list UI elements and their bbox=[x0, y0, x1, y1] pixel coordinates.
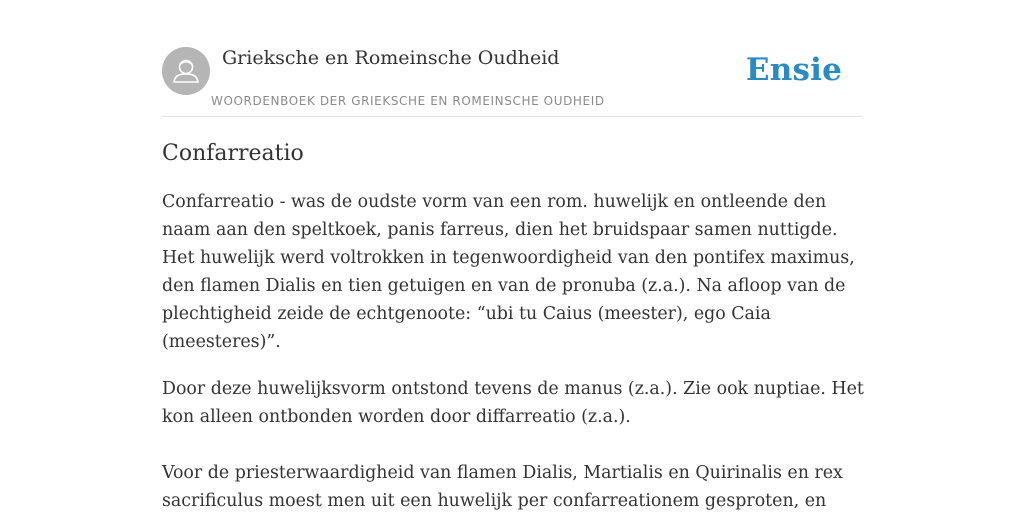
article-paragraph: Door deze huwelijksvorm ontstond tevens de manus (z.a.). Zie ook nuptiae. Het kon alleen ontbonden worden door diffarreatio (z.a.). bbox=[162, 379, 864, 427]
user-avatar-icon[interactable] bbox=[162, 47, 210, 95]
source-header bbox=[162, 46, 862, 117]
article-content bbox=[162, 138, 864, 512]
article-title: Confarreatio bbox=[162, 141, 304, 166]
article-paragraph: Confarreatio - was de oudste vorm van een rom. huwelijk en ontleende den naam aan den speltkoek, panis farreus, dien het bruidspaar samen nuttigde. Het huwelijk werd voltrokken in tegenwoordigheid van den pontifex maximus, den flamen Dialis en tien getuigen en van de pronuba (z.a.). Na afloop van de plechtigheid zeide de echtgenoote: “ubi tu Caius (meester), ego Caia (meesteres)”. bbox=[162, 192, 855, 352]
article-paragraph: Voor de priesterwaardigheid van flamen Dialis, Martialis en Quirinalis en rex sacrificulus moest men uit een huwelijk per confarreationem gesproten, en bbox=[162, 463, 843, 511]
source-title[interactable]: Grieksche en Romeinsche Oudheid bbox=[222, 47, 560, 69]
source-subtitle: WOORDENBOEK DER GRIEKSCHE EN ROMEINSCHE OUDHEID bbox=[211, 94, 605, 108]
ensie-logo-link[interactable]: Ensie bbox=[745, 52, 842, 88]
